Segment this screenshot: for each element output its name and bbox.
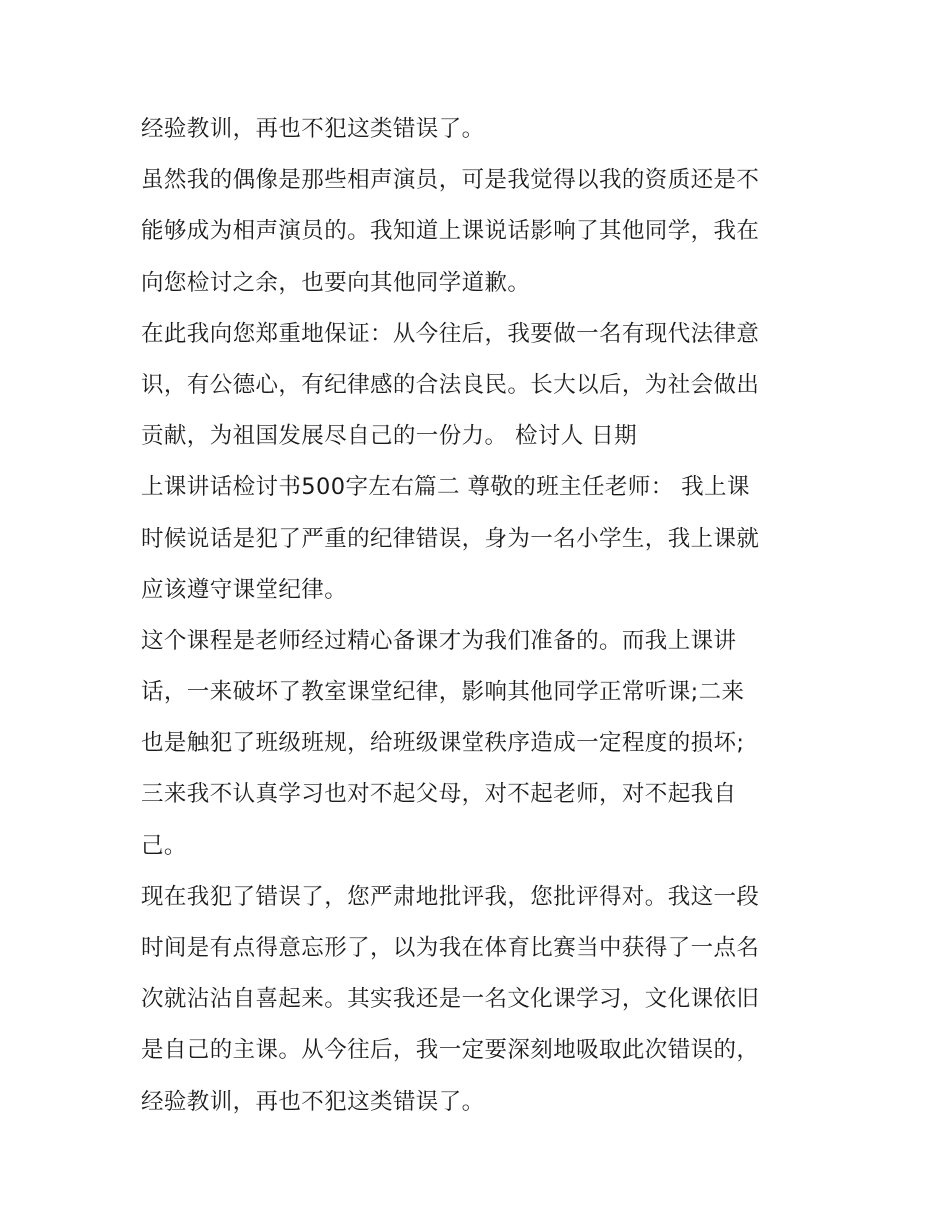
text-line: 贡献，为祖国发展尽自己的一份力。 检讨人 日期	[141, 423, 638, 450]
text-line: 这个课程是老师经过精心备课才为我们准备的。而我上课讲	[141, 627, 737, 654]
text-line: 三来我不认真学习也对不起父母，对不起老师，对不起我自	[141, 781, 737, 808]
text-line: 向您检讨之余，也要向其他同学道歉。	[141, 269, 531, 296]
text-line: 在此我向您郑重地保证：从今往后，我要做一名有现代法律意	[141, 320, 760, 347]
text-line: 现在我犯了错误了，您严肃地批评我，您批评得对。我这一段	[141, 883, 760, 910]
text-line: 上课讲话检讨书500字左右篇二 尊敬的班主任老师： 我上课	[141, 474, 750, 501]
text-line: 话，一来破坏了教室课堂纪律，影响其他同学正常听课;二来	[141, 679, 745, 706]
document-body	[141, 104, 821, 1128]
text-line: 应该遵守课堂纪律。	[141, 576, 348, 603]
text-line: 识，有公德心，有纪律感的合法良民。长大以后，为社会做出	[141, 371, 760, 398]
text-line: 时候说话是犯了严重的纪律错误，身为一名小学生，我上课就	[141, 525, 760, 552]
text-line: 时间是有点得意忘形了，以为我在体育比赛当中获得了一点名	[141, 935, 760, 961]
text-line: 虽然我的偶像是那些相声演员，可是我觉得以我的资质还是不	[141, 167, 760, 194]
text-line: 是自己的主课。从今往后，我一定要深刻地吸取此次错误的，	[141, 1037, 760, 1064]
text-line: 经验教训，再也不犯这类错误了。	[141, 1088, 485, 1115]
text-line: 也是触犯了班级班规，给班级课堂秩序造成一定程度的损坏;	[141, 730, 745, 757]
text-line: 经验教训，再也不犯这类错误了。	[141, 116, 485, 142]
text-line: 能够成为相声演员的。我知道上课说话影响了其他同学，我在	[141, 218, 760, 245]
text-line: 次就沾沾自喜起来。其实我还是一名文化课学习，文化课依旧	[141, 986, 760, 1013]
text-line: 己。	[141, 832, 187, 859]
